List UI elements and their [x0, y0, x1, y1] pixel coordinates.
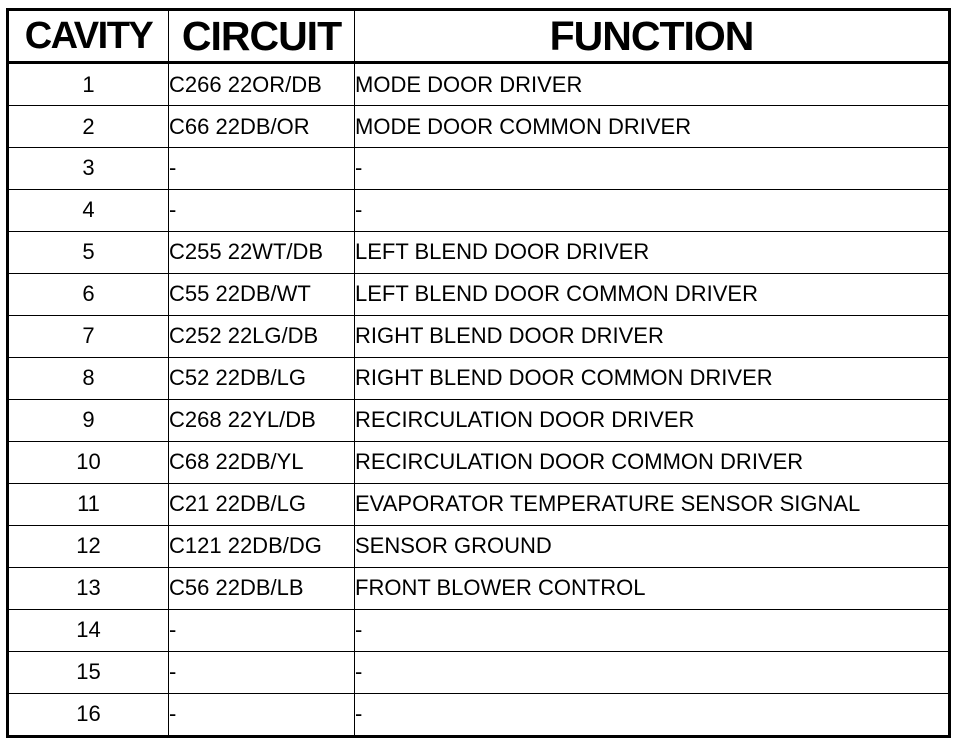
cavity-cell: 16 [8, 693, 169, 736]
connector-pinout-table [6, 8, 951, 738]
function-cell: RECIRCULATION DOOR COMMON DRIVER [355, 441, 950, 483]
circuit-cell: - [169, 693, 355, 736]
circuit-cell: C255 22WT/DB [169, 231, 355, 273]
cavity-cell: 10 [8, 441, 169, 483]
connector-pinout-document [6, 8, 948, 738]
function-cell: LEFT BLEND DOOR DRIVER [355, 231, 950, 273]
cavity-cell: 4 [8, 189, 169, 231]
cavity-cell: 15 [8, 651, 169, 693]
header-cavity: CAVITY [8, 10, 169, 63]
function-cell: RIGHT BLEND DOOR COMMON DRIVER [355, 357, 950, 399]
table-row [8, 609, 950, 651]
circuit-cell: - [169, 148, 355, 190]
function-cell: MODE DOOR DRIVER [355, 63, 950, 106]
table-row [8, 231, 950, 273]
function-cell: MODE DOOR COMMON DRIVER [355, 106, 950, 148]
function-cell: - [355, 651, 950, 693]
cavity-cell: 7 [8, 315, 169, 357]
circuit-cell: C21 22DB/LG [169, 483, 355, 525]
table-row [8, 148, 950, 190]
header-function: FUNCTION [355, 10, 950, 63]
cavity-cell: 9 [8, 399, 169, 441]
table-row [8, 106, 950, 148]
function-cell: FRONT BLOWER CONTROL [355, 567, 950, 609]
circuit-cell: - [169, 189, 355, 231]
cavity-cell: 8 [8, 357, 169, 399]
circuit-cell: - [169, 651, 355, 693]
function-cell: - [355, 189, 950, 231]
cavity-cell: 14 [8, 609, 169, 651]
function-cell: RIGHT BLEND DOOR DRIVER [355, 315, 950, 357]
circuit-cell: C55 22DB/WT [169, 273, 355, 315]
table-row [8, 567, 950, 609]
function-cell: LEFT BLEND DOOR COMMON DRIVER [355, 273, 950, 315]
cavity-cell: 12 [8, 525, 169, 567]
cavity-cell: 6 [8, 273, 169, 315]
table-row [8, 483, 950, 525]
table-row [8, 315, 950, 357]
cavity-cell: 11 [8, 483, 169, 525]
function-cell: - [355, 693, 950, 736]
circuit-cell: C68 22DB/YL [169, 441, 355, 483]
circuit-cell: C56 22DB/LB [169, 567, 355, 609]
cavity-cell: 13 [8, 567, 169, 609]
cavity-cell: 3 [8, 148, 169, 190]
header-row [8, 10, 950, 63]
table-row [8, 441, 950, 483]
function-cell: - [355, 148, 950, 190]
cavity-cell: 2 [8, 106, 169, 148]
function-cell: SENSOR GROUND [355, 525, 950, 567]
cavity-cell: 1 [8, 63, 169, 106]
function-cell: - [355, 609, 950, 651]
table-row [8, 189, 950, 231]
circuit-cell: C266 22OR/DB [169, 63, 355, 106]
table-row [8, 693, 950, 736]
function-cell: RECIRCULATION DOOR DRIVER [355, 399, 950, 441]
table-row [8, 273, 950, 315]
circuit-cell: C66 22DB/OR [169, 106, 355, 148]
table-body [8, 63, 950, 737]
circuit-cell: C121 22DB/DG [169, 525, 355, 567]
circuit-cell: C52 22DB/LG [169, 357, 355, 399]
circuit-cell: C268 22YL/DB [169, 399, 355, 441]
table-row [8, 63, 950, 106]
table-row [8, 357, 950, 399]
table-row [8, 399, 950, 441]
table-row [8, 525, 950, 567]
circuit-cell: C252 22LG/DB [169, 315, 355, 357]
circuit-cell: - [169, 609, 355, 651]
table-row [8, 651, 950, 693]
cavity-cell: 5 [8, 231, 169, 273]
function-cell: EVAPORATOR TEMPERATURE SENSOR SIGNAL [355, 483, 950, 525]
header-circuit: CIRCUIT [169, 10, 355, 63]
